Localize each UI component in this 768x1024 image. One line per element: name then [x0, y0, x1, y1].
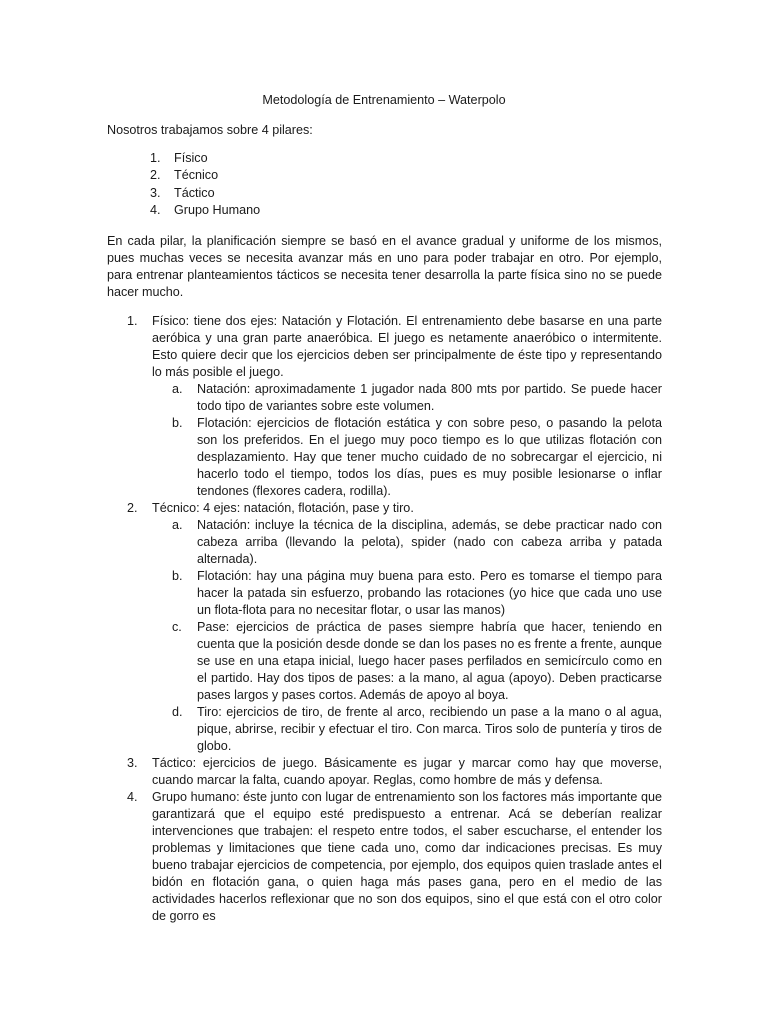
section-text: Grupo humano: éste junto con lugar de entrenamiento son los factores más importante que garantizará que el equipo esté predispuesto a entrenar. Acá se deberían realizar intervenciones que trabajen: el respeto entre todos, el saber escucharse, el entender los problemas y limitaciones que tiene cada uno, como dar indicaciones precisas. Es muy bueno trabajar ejercicios de competencia, por ejemplo, dos equipos quien traslade antes el bidón en flotación gana, o quien haga más pases gana, pero en el medio de las actividades hacerlos reflexionar que no son dos equipos, sino el que está con el otro color de gorro es — [152, 790, 662, 923]
sub-list — [152, 517, 662, 755]
section-number: 4. — [127, 790, 138, 804]
sub-text: Natación: incluye la técnica de la disciplina, además, se debe practicar nado con cabeza arriba (llevando la pelota), spider (nado con cabeza arriba y patada alternada). — [197, 518, 662, 566]
paragraph: En cada pilar, la planificación siempre se basó en el avance gradual y uniforme de los mismos, pues muchas veces se necesita avanzar más en uno para poder trabajar en otro. Por ejemplo, para entrenar planteamientos tácticos se necesita tener desarrolla la parte física sino no se puede hacer mucho. — [107, 234, 662, 299]
section-text: Táctico: ejercicios de juego. Básicamente es jugar y marcar como hay que moverse, cuando marcar la falta, cuando apoyar. Reglas, como hombre de más y defensa. — [152, 756, 662, 787]
sub-letter: a. — [172, 518, 183, 532]
section-text: Técnico: 4 ejes: natación, flotación, pase y tiro. — [152, 501, 414, 515]
sub-item — [172, 381, 662, 415]
sub-item — [172, 517, 662, 568]
sub-letter: d. — [172, 705, 183, 719]
sub-item — [172, 568, 662, 619]
sub-text: Pase: ejercicios de práctica de pases siempre habría que hacer, teniendo en cuenta que la posición desde donde se dan los pases no es frente a frente, aunque se use en una etapa inicial, luego hacer pases perfilados en semicírculo como en el partido. Hay dos tipos de pases: a la mano, al agua (apoyo). Deben practicarse pases largos y pases cortos. Además de apoyo al boya. — [197, 620, 662, 702]
list-item — [150, 150, 260, 167]
sections-list — [127, 313, 662, 925]
section-number: 1. — [127, 314, 138, 328]
list-item — [150, 167, 260, 184]
sub-item — [172, 415, 662, 500]
sub-list — [152, 381, 662, 500]
sub-text: Tiro: ejercicios de tiro, de frente al arco, recibiendo un pase a la mano o al agua, pique, abrirse, recibir y efectuar el tiro. Con marca. Tiros solo de puntería y tiros de globo. — [197, 705, 662, 753]
section-number: 2. — [127, 501, 138, 515]
section-item — [127, 313, 662, 500]
sub-text: Natación: aproximadamente 1 jugador nada 800 mts por partido. Se puede hacer todo tipo de variantes sobre este volumen. — [197, 382, 662, 413]
pillar-label: Técnico — [174, 168, 219, 183]
sub-text: Flotación: ejercicios de flotación estática y con sobre peso, o pasando la pelota son los preferidos. En el juego muy poco tiempo es lo que utilizas flotación con desplazamiento. Hay que tener mucho cuidado de no sobrecargar el ejercicio, ni hacerlo todo el tiempo, todos los días, pues es muy posible lesionarse o inflar tendones (flexores cadera, rodilla). — [197, 416, 662, 498]
sub-letter: c. — [172, 620, 182, 634]
pillar-label: Táctico — [174, 185, 215, 200]
section-item — [127, 789, 662, 925]
sub-item — [172, 619, 662, 704]
list-number: 1. — [150, 151, 161, 165]
list-number: 2. — [150, 168, 161, 183]
sub-item — [172, 704, 662, 755]
section-text: Físico: tiene dos ejes: Natación y Flotación. El entrenamiento debe basarse en una parte aeróbica y una gran parte anaeróbica. El juego es netamente anaeróbico o intermitente. Esto quiere decir que los ejercicios deben ser principalmente de éste tipo y representando lo más posible el juego. — [152, 314, 662, 379]
section-item — [127, 500, 662, 755]
intro-text: Nosotros trabajamos sobre 4 pilares: — [107, 123, 313, 137]
sub-text: Flotación: hay una página muy buena para esto. Pero es tomarse el tiempo para hacer la patada sin esfuerzo, probando las rotaciones (yo hice que cada uno use un flota-flota para no necesitar flotar, o usar las manos) — [197, 569, 662, 617]
document-title: Metodología de Entrenamiento – Waterpolo — [262, 93, 506, 107]
pillar-label: Físico — [174, 151, 208, 165]
sub-letter: a. — [172, 382, 183, 396]
list-item — [150, 185, 260, 202]
sub-letter: b. — [172, 569, 183, 583]
section-item — [127, 755, 662, 789]
sub-letter: b. — [172, 416, 183, 430]
pillars-list — [150, 150, 260, 220]
list-item — [150, 202, 260, 219]
list-number: 3. — [150, 185, 161, 200]
pillar-label: Grupo Humano — [174, 203, 261, 218]
section-number: 3. — [127, 756, 138, 770]
list-number: 4. — [150, 203, 161, 218]
